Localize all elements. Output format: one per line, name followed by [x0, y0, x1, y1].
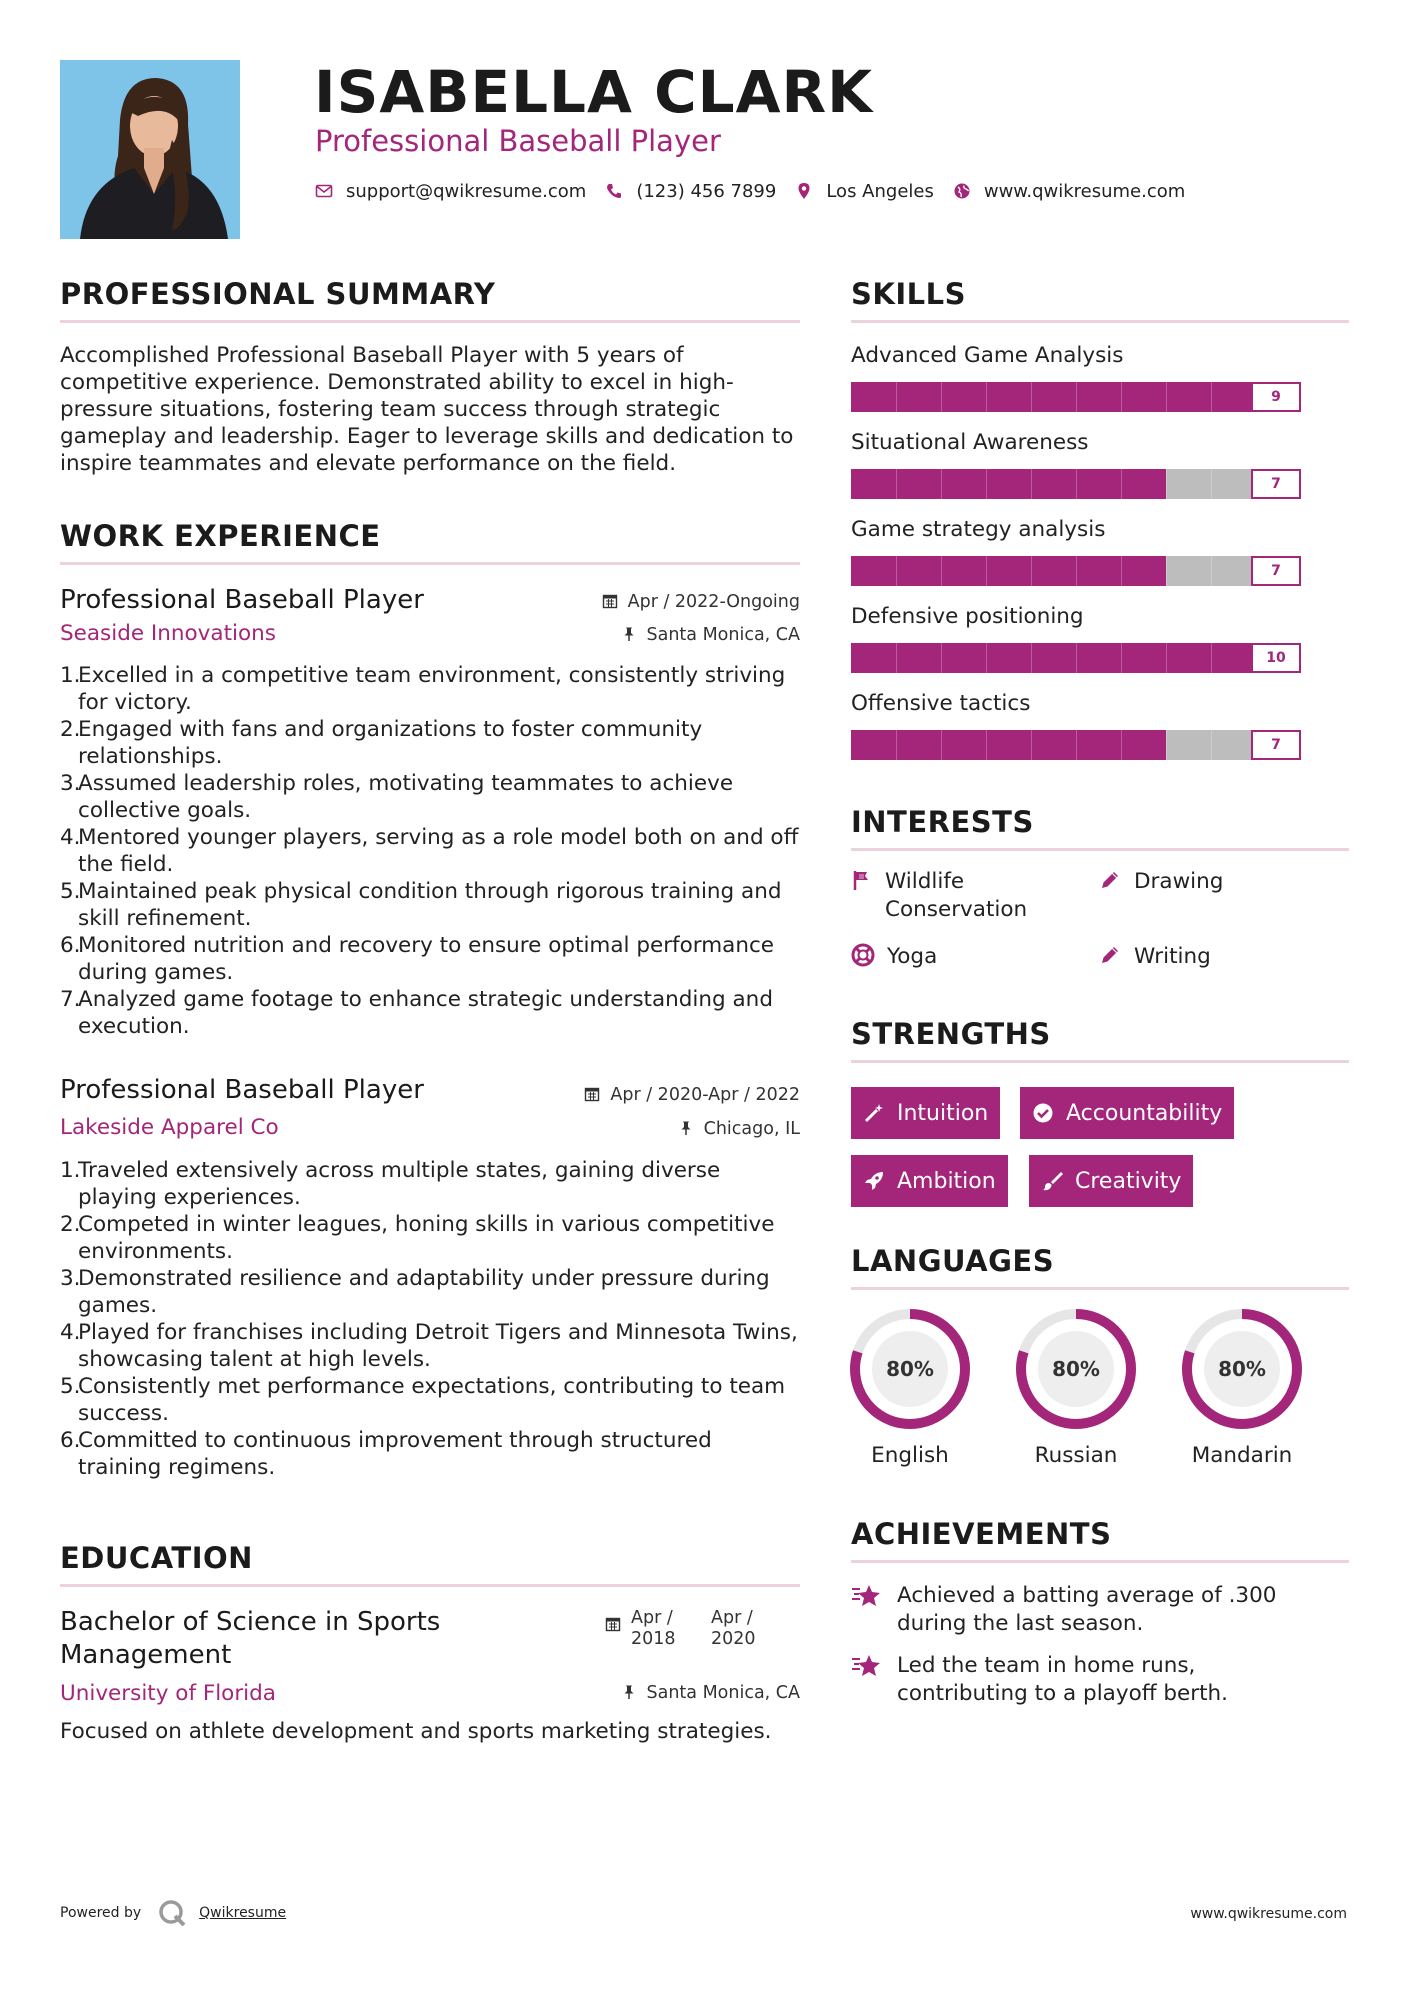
list-item: 1. Excelled in a competitive team environment, consistently striving for victory. [60, 663, 786, 715]
skill-bar-segment [1076, 643, 1077, 673]
skill-bar-segment [986, 730, 987, 760]
brush-icon [1041, 1170, 1063, 1192]
edu-dates [605, 1608, 791, 1650]
achievements-rule [851, 1560, 1349, 1563]
strength-label: Intuition [897, 1100, 989, 1126]
skill-bar [851, 556, 1301, 586]
strength-chip [851, 1087, 1000, 1139]
edu-school[interactable]: University of Florida [60, 1681, 276, 1706]
footer-url[interactable]: www.qwikresume.com [1190, 1906, 1347, 1922]
skill-score: 9 [1251, 382, 1301, 412]
candidate-name: ISABELLA CLARK [314, 58, 874, 126]
achievement-text: Led the team in home runs, contributing to a playoff berth. [897, 1653, 1228, 1706]
pushpin-icon [621, 626, 639, 644]
star-icon [851, 1582, 885, 1612]
lifebuoy-icon [851, 943, 877, 969]
interest-label: Wildlife Conservation [885, 869, 1028, 922]
check-circle-icon [1032, 1102, 1054, 1124]
edu-end-date: Apr / 2020 [711, 1608, 756, 1649]
edu-degree: Bachelor of Science in Sports Management [60, 1607, 441, 1670]
skill-bar-segment [896, 730, 897, 760]
phone-icon [604, 181, 624, 201]
profile-photo [60, 60, 240, 239]
candidate-title: Professional Baseball Player [315, 124, 721, 158]
magic-wand-icon [863, 1102, 885, 1124]
language-item [1172, 1306, 1312, 1470]
language-ring [847, 1306, 973, 1432]
rocket-icon [863, 1170, 885, 1192]
skill-label: Offensive tactics [851, 691, 1031, 716]
strength-chip [851, 1155, 1008, 1207]
achievements-heading: ACHIEVEMENTS [851, 1517, 1112, 1551]
skill-bar-segment [986, 469, 987, 499]
list-item: 7. Analyzed game footage to enhance strategic understanding and execution. [60, 987, 773, 1039]
skill-bar [851, 643, 1301, 673]
skill-bar-segment [986, 643, 987, 673]
job-company-2[interactable]: Lakeside Apparel Co [60, 1115, 279, 1140]
skill-bar-segment [1031, 730, 1032, 760]
education-heading: EDUCATION [60, 1541, 253, 1575]
location-text: Los Angeles [826, 180, 934, 202]
list-item: 2. Engaged with fans and organizations to foster community relationships. [60, 717, 703, 769]
skill-bar-segment [1166, 382, 1167, 412]
job-location-2 [678, 1118, 800, 1140]
skill-bar-segment [1031, 382, 1032, 412]
skill-bar-segment [896, 556, 897, 586]
flag-icon [851, 868, 875, 894]
job-dates-text-2: Apr / 2020-Apr / 2022 [610, 1085, 800, 1105]
education-rule [60, 1584, 800, 1587]
language-percent: 80% [1218, 1357, 1266, 1381]
calendar-icon [602, 593, 620, 611]
skill-score: 7 [1251, 556, 1301, 586]
contact-phone[interactable] [604, 181, 776, 202]
globe-icon [952, 181, 972, 201]
job-location-text-2: Chicago, IL [703, 1119, 800, 1139]
list-item: 6. Monitored nutrition and recovery to ensure optimal performance during games. [60, 933, 775, 985]
language-percent: 80% [1052, 1357, 1100, 1381]
interest-item [1098, 943, 1211, 971]
skill-bar-segment [1031, 469, 1032, 499]
job-company-1[interactable]: Seaside Innovations [60, 621, 276, 646]
skill-score: 7 [1251, 730, 1301, 760]
skill-bar-segment [1211, 382, 1212, 412]
star-icon [851, 1652, 885, 1682]
skill-bar-segment [1121, 730, 1122, 760]
skill-bar-segment [896, 643, 897, 673]
language-ring [1013, 1306, 1139, 1432]
skill-bar-segment [1121, 643, 1122, 673]
envelope-icon [314, 181, 334, 201]
skill-bar-segment [1121, 469, 1122, 499]
job-title-2: Professional Baseball Player [60, 1075, 424, 1105]
strength-chip [1029, 1155, 1193, 1207]
strength-label: Accountability [1066, 1100, 1223, 1126]
languages-heading: LANGUAGES [851, 1244, 1055, 1278]
skills-heading: SKILLS [851, 277, 966, 311]
skill-score: 10 [1251, 643, 1301, 673]
skill-bar-segment [941, 469, 942, 499]
skill-bar-segment [986, 556, 987, 586]
list-item: 4. Played for franchises including Detroit Tigers and Minnesota Twins, showcasing talent at high levels. [60, 1320, 798, 1372]
job-dates-2 [584, 1084, 800, 1106]
experience-rule [60, 562, 800, 565]
job-dates-1 [602, 591, 800, 613]
brand-link[interactable]: Qwikresume [199, 1905, 287, 1921]
skill-bar [851, 469, 1301, 499]
map-pin-icon [794, 181, 814, 201]
interests-heading: INTERESTS [851, 805, 1034, 839]
skill-label: Advanced Game Analysis [851, 343, 1124, 368]
skill-bar-segment [1211, 643, 1212, 673]
list-item: 5. Maintained peak physical condition through rigorous training and skill refinement. [60, 879, 782, 931]
languages-rule [851, 1287, 1349, 1290]
contact-email[interactable] [314, 181, 586, 202]
edu-description: Focused on athlete development and sports marketing strategies. [60, 1719, 772, 1744]
skill-bar-segment [1166, 469, 1167, 499]
skill-bar [851, 730, 1301, 760]
edu-location-text: Santa Monica, CA [646, 1683, 800, 1703]
skill-bar-segment [941, 556, 942, 586]
strength-chip [1020, 1087, 1234, 1139]
calendar-icon [584, 1086, 602, 1104]
strength-label: Ambition [897, 1168, 996, 1194]
skill-bar-segment [941, 730, 942, 760]
skill-bar-segment [1211, 556, 1212, 586]
language-item [840, 1306, 980, 1470]
skill-bar-segment [1076, 556, 1077, 586]
skill-bar-segment [896, 469, 897, 499]
skill-label: Game strategy analysis [851, 517, 1106, 542]
job-bullets-2 [60, 1157, 800, 1481]
summary-rule [60, 320, 800, 323]
skill-bar-segment [1166, 730, 1167, 760]
skill-bar-fill [851, 730, 1166, 760]
interest-item [1098, 868, 1223, 896]
skill-bar-fill [851, 556, 1166, 586]
skill-bar-segment [1166, 643, 1167, 673]
website-text: www.qwikresume.com [983, 180, 1186, 202]
skill-bar [851, 382, 1301, 412]
edu-start-date: Apr / 2018 [631, 1608, 676, 1649]
language-ring [1179, 1306, 1305, 1432]
edu-location [621, 1682, 801, 1704]
pencil-icon [1098, 943, 1124, 969]
interest-label: Yoga [887, 944, 938, 969]
skill-bar-segment [986, 382, 987, 412]
pushpin-icon [678, 1120, 696, 1138]
contact-website[interactable] [952, 181, 1185, 202]
experience-heading: WORK EXPERIENCE [60, 519, 381, 553]
skill-score: 7 [1251, 469, 1301, 499]
interest-item [851, 943, 937, 971]
strengths-heading: STRENGTHS [851, 1017, 1051, 1051]
language-item [1006, 1306, 1146, 1470]
interest-label: Drawing [1134, 869, 1224, 894]
skill-bar-fill [851, 382, 1256, 412]
list-item: 4. Mentored younger players, serving as a role model both on and off the field. [60, 825, 799, 877]
skill-bar-segment [1121, 382, 1122, 412]
list-item: 3. Assumed leadership roles, motivating teammates to achieve collective goals. [60, 771, 734, 823]
skill-bar-segment [941, 643, 942, 673]
skill-label: Situational Awareness [851, 430, 1089, 455]
phone-text: (123) 456 7899 [636, 180, 777, 202]
skill-bar-segment [1076, 469, 1077, 499]
list-item: 5. Consistently met performance expectations, contributing to team success. [60, 1374, 786, 1426]
interest-item [851, 868, 1071, 924]
list-item: 1. Traveled extensively across multiple states, gaining diverse playing experiences. [60, 1158, 721, 1210]
achievement-item [851, 1652, 1301, 1708]
job-title-1: Professional Baseball Player [60, 585, 424, 615]
list-item: 3. Demonstrated resilience and adaptability under pressure during games. [60, 1266, 770, 1318]
skill-bar-segment [896, 382, 897, 412]
skill-bar-segment [941, 382, 942, 412]
job-location-1 [621, 624, 801, 646]
language-name: Russian [1034, 1443, 1118, 1468]
interests-rule [851, 848, 1349, 851]
list-item: 2. Competed in winter leagues, honing skills in various competitive environments. [60, 1212, 775, 1264]
job-dates-text-1: Apr / 2022-Ongoing [627, 592, 800, 612]
job-bullets-1 [60, 662, 800, 1040]
qwikresume-logo-icon [157, 1898, 187, 1928]
skill-bar-segment [1211, 730, 1212, 760]
strength-label: Creativity [1075, 1168, 1182, 1194]
skill-bar-segment [1166, 556, 1167, 586]
achievement-text: Achieved a batting average of .300 during the last season. [897, 1583, 1277, 1636]
job-location-text-1: Santa Monica, CA [646, 625, 800, 645]
list-item: 6. Committed to continuous improvement through structured training regimens. [60, 1428, 712, 1480]
skills-rule [851, 320, 1349, 323]
summary-heading: PROFESSIONAL SUMMARY [60, 277, 496, 311]
contact-bar [314, 178, 1203, 204]
pencil-icon [1098, 868, 1124, 894]
interest-label: Writing [1134, 944, 1211, 969]
skill-bar-segment [1031, 643, 1032, 673]
calendar-icon [605, 1616, 623, 1634]
skill-bar-segment [1121, 556, 1122, 586]
skill-bar-segment [1076, 730, 1077, 760]
skill-bar-segment [1211, 469, 1212, 499]
skill-bar-segment [1076, 382, 1077, 412]
summary-text: Accomplished Professional Baseball Player with 5 years of competitive experience. Demonstrated ability to excel in high-pressure situations, fostering team success through strategic gameplay and leadership. Eager to leverage skills and dedication to inspire teammates and elevate performance on the field. [60, 343, 794, 476]
contact-location [794, 181, 934, 202]
powered-by-text: Powered by [60, 1905, 142, 1921]
skill-label: Defensive positioning [851, 604, 1084, 629]
achievement-item [851, 1582, 1301, 1638]
strengths-rule [851, 1060, 1349, 1063]
email-text: support@qwikresume.com [346, 180, 587, 202]
language-percent: 80% [886, 1357, 934, 1381]
pushpin-icon [621, 1684, 639, 1702]
language-name: English [871, 1443, 949, 1468]
footer-powered-by [60, 1898, 286, 1928]
language-name: Mandarin [1191, 1443, 1293, 1468]
skill-bar-segment [1031, 556, 1032, 586]
skill-bar-fill [851, 469, 1166, 499]
